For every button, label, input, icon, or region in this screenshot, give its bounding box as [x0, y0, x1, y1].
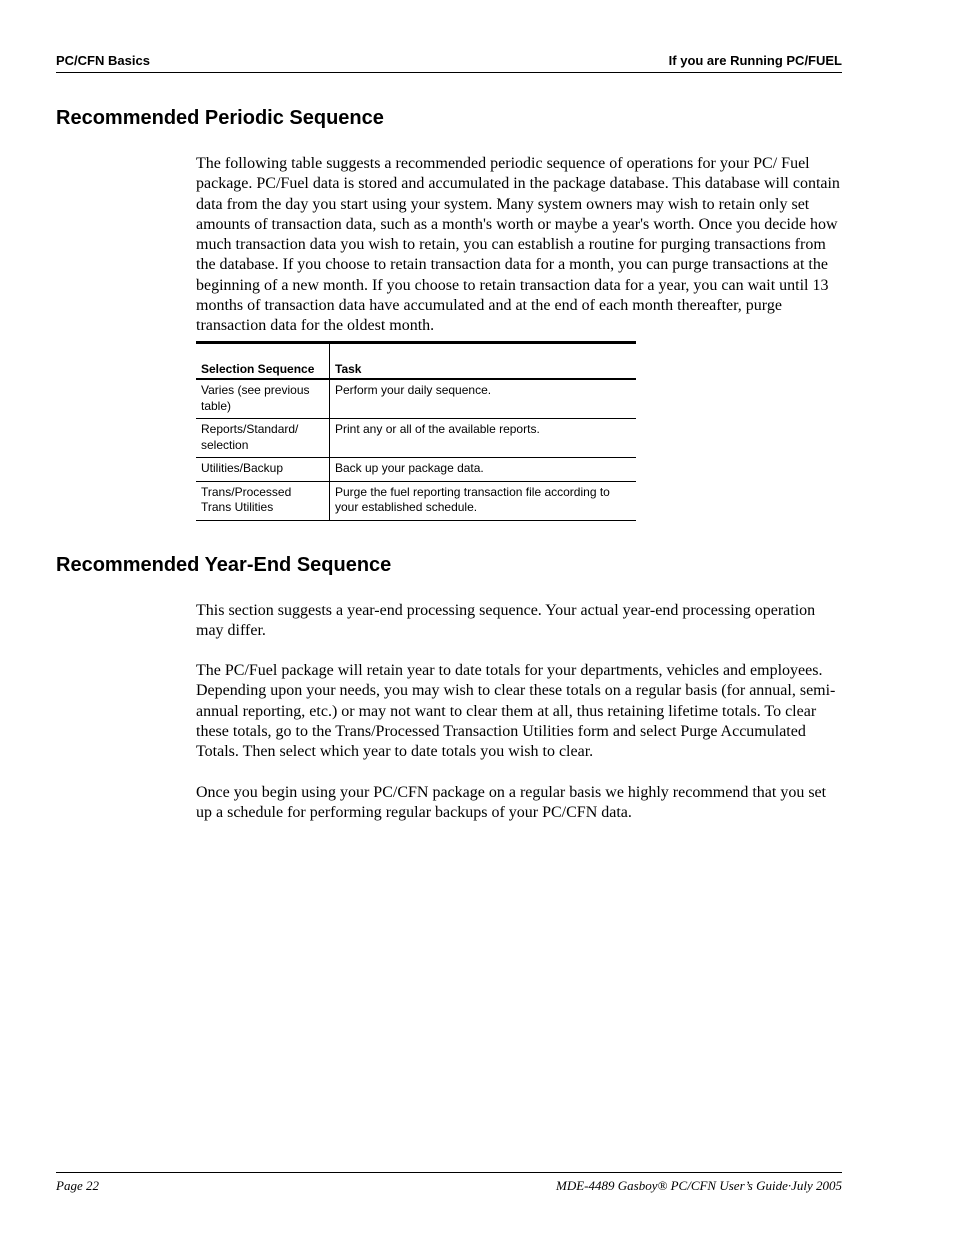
table-header-row	[196, 343, 636, 380]
year-end-paragraph-3: Once you begin using your PC/CFN package on a regular basis we highly recommend that you set up a schedule for performing regular backups of your PC/CFN data.	[196, 784, 827, 822]
page-footer	[56, 1172, 842, 1193]
year-end-paragraph-2: The PC/Fuel package will retain year to date totals for your departments, vehicles and employees. Depending upon your needs, you may wish to clear these totals on a regular basis (for annual, semi-annual reporting, etc.) or may not want to clear them at all, thus retaining lifetime totals. To clear these totals, go to the Trans/Processed Transaction Utilities form and select Purge Accumulated Totals. Then select which year to date totals you wish to clear.	[196, 662, 836, 761]
periodic-intro-paragraph: The following table suggests a recommended periodic sequence of operations for your PC/ Fuel package. PC/Fuel data is stored and accumulated in the package database. This database will contain data from the day you start using your system. Many system owners may wish to retain only set amounts of transaction data, such as a month's worth or maybe a year's worth. Once you decide how much transaction data you wish to retain, you can establish a routine for purging transactions from the database. If you choose to retain transaction data for a month, you can purge transactions at the beginning of a new month. If you choose to retain transaction data for a year, you can wait until 13 months of transaction data have accumulated and at the end of each month thereafter, purge transaction data for the oldest month.	[196, 155, 840, 335]
header-chapter-title: If you are Running PC/FUEL	[668, 53, 842, 68]
table-cell-task: Perform your daily sequence.	[330, 379, 637, 419]
table-row	[196, 458, 636, 482]
header-section-title: PC/CFN Basics	[56, 53, 150, 68]
year-end-paragraph-1: This section suggests a year-end processing sequence. Your actual year-end processing operation may differ.	[196, 602, 816, 640]
table-cell-selection: Utilities/Backup	[196, 458, 330, 482]
column-header-selection: Selection Sequence	[196, 343, 330, 380]
table-row	[196, 481, 636, 520]
table-cell-selection: Trans/Processed Trans Utilities	[196, 481, 330, 520]
sequence-table	[196, 341, 636, 521]
column-header-task: Task	[330, 343, 637, 380]
document-id: MDE-4489 Gasboy® PC/CFN User’s Guide·July 2005	[556, 1178, 842, 1193]
table-row	[196, 419, 636, 458]
table-cell-selection: Varies (see previous table)	[196, 379, 330, 419]
page-header	[56, 52, 842, 73]
table-cell-task: Purge the fuel reporting transaction file according to your established schedule.	[330, 481, 637, 520]
table-cell-selection: Reports/Standard/ selection	[196, 419, 330, 458]
table-cell-task: Print any or all of the available reports.	[330, 419, 637, 458]
section-heading-year-end: Recommended Year-End Sequence	[56, 554, 392, 576]
table-cell-task: Back up your package data.	[330, 458, 637, 482]
section-heading-periodic: Recommended Periodic Sequence	[56, 107, 384, 129]
page-number: Page 22	[56, 1178, 99, 1193]
table-row	[196, 379, 636, 419]
